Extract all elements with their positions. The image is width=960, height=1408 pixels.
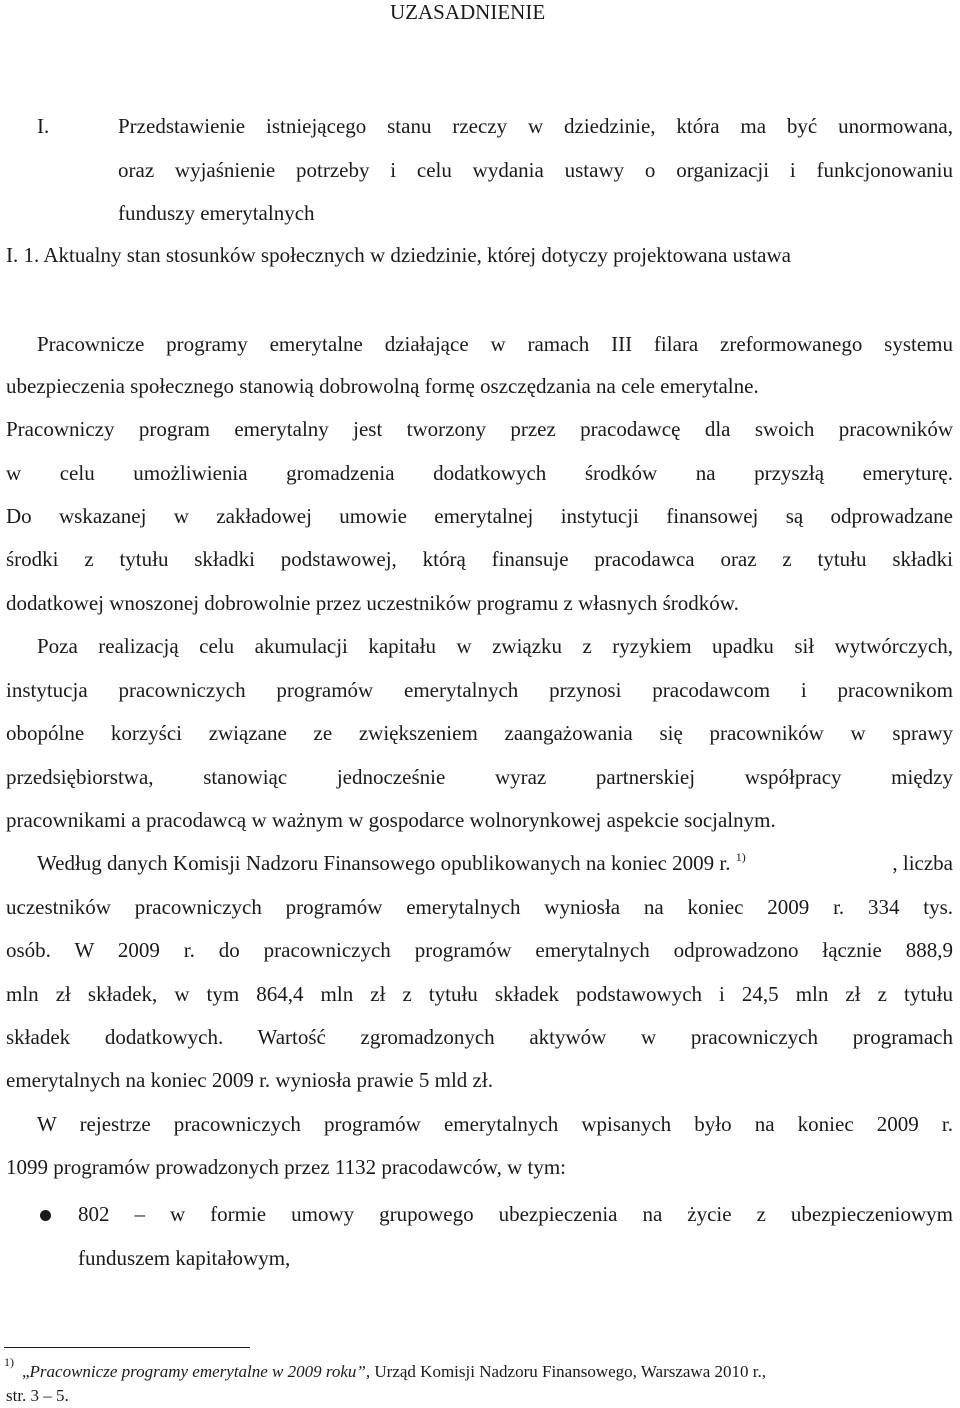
paragraph-line: ubezpieczenia społecznego stanowią dobrowolną formę oszczędzania na cele emerytalne. <box>6 374 759 398</box>
footnote-line <box>22 1363 766 1380</box>
page-title: UZASADNIENIE <box>390 0 546 24</box>
bullet-dot <box>40 1210 51 1221</box>
footnote-reference: 1) <box>735 850 746 864</box>
paragraph-line: Do wskazanej w zakładowej umowie emerytalnej instytucji finansowej są odprowadzane <box>6 504 953 528</box>
paragraph-line: przedsiębiorstwa, stanowiąc jednocześnie wyraz partnerskiej współpracy między <box>6 765 953 789</box>
footnote-title: Pracownicze programy emerytalne w 2009 roku”, <box>29 1362 371 1381</box>
footnote-mark: 1) <box>4 1355 14 1369</box>
footnote-line: str. 3 – 5. <box>6 1386 69 1405</box>
paragraph-line <box>37 850 953 875</box>
paragraph-text: Według danych Komisji Nadzoru Finansowego opublikowanych na koniec 2009 r. $^{1)}$ <box>37 850 746 875</box>
section-heading-line: funduszy emerytalnych <box>118 201 315 225</box>
paragraph-line: emerytalnych na koniec 2009 r. wyniosła prawie 5 mld zł. <box>6 1068 493 1092</box>
paragraph-line: Pracowniczy program emerytalny jest tworzony przez pracodawcę dla swoich pracowników <box>6 417 953 441</box>
paragraph-line: obopólne korzyści związane ze zwiększeniem zaangażowania się pracowników w sprawy <box>6 721 953 745</box>
paragraph-line: dodatkowej wnoszonej dobrowolnie przez uczestników programu z własnych środków. <box>6 591 739 615</box>
section-number: I. <box>37 114 50 138</box>
paragraph-text: , liczba <box>892 851 953 875</box>
footnote-divider <box>4 1347 250 1348</box>
paragraph-line: W rejestrze pracowniczych programów emerytalnych wpisanych było na koniec 2009 r. <box>37 1112 953 1136</box>
paragraph-line: w celu umożliwienia gromadzenia dodatkowych środków na przyszłą emeryturę. <box>6 461 953 485</box>
paragraph-line: uczestników pracowniczych programów emerytalnych wyniosła na koniec 2009 r. 334 tys. <box>6 895 953 919</box>
paragraph-line: składek dodatkowych. Wartość zgromadzonych aktywów w pracowniczych programach <box>6 1025 953 1049</box>
bullet-item-line: funduszem kapitałowym, <box>78 1246 291 1270</box>
section-heading-line: oraz wyjaśnienie potrzeby i celu wydania ustawy o organizacji i funkcjonowaniu <box>118 158 953 182</box>
paragraph-line: środki z tytułu składki podstawowej, którą finansuje pracodawca oraz z tytułu składki <box>6 547 953 571</box>
paragraph-line: osób. W 2009 r. do pracowniczych programów emerytalnych odprowadzono łącznie 888,9 <box>6 938 953 962</box>
paragraph-line: 1099 programów prowadzonych przez 1132 pracodawców, w tym: <box>6 1155 567 1179</box>
paragraph-line: instytucja pracowniczych programów emerytalnych przynosi pracodawcom i pracownikom <box>6 678 953 702</box>
footnote-quote-open: „ <box>22 1362 30 1381</box>
paragraph-line: mln zł składek, w tym 864,4 mln zł z tytułu składek podstawowych i 24,5 mln zł z tytułu <box>6 982 953 1006</box>
footnote-source: Urząd Komisji Nadzoru Finansowego, Warszawa 2010 r., <box>370 1362 766 1381</box>
bullet-item-line: 802 – w formie umowy grupowego ubezpieczenia na życie z ubezpieczeniowym <box>78 1202 953 1226</box>
subsection-heading: I. 1. Aktualny stan stosunków społecznych w dziedzinie, której dotyczy projektowana ustawa <box>6 243 791 267</box>
paragraph-line: pracownikami a pracodawcą w ważnym w gospodarce wolnorynkowej aspekcie socjalnym. <box>6 808 776 832</box>
paragraph-line: Pracownicze programy emerytalne działające w ramach III filara zreformowanego systemu <box>37 332 953 356</box>
section-heading-line: Przedstawienie istniejącego stanu rzeczy w dziedzinie, która ma być unormowana, <box>118 114 953 138</box>
paragraph-line: Poza realizacją celu akumulacji kapitału w związku z ryzykiem upadku sił wytwórczych, <box>37 634 953 658</box>
